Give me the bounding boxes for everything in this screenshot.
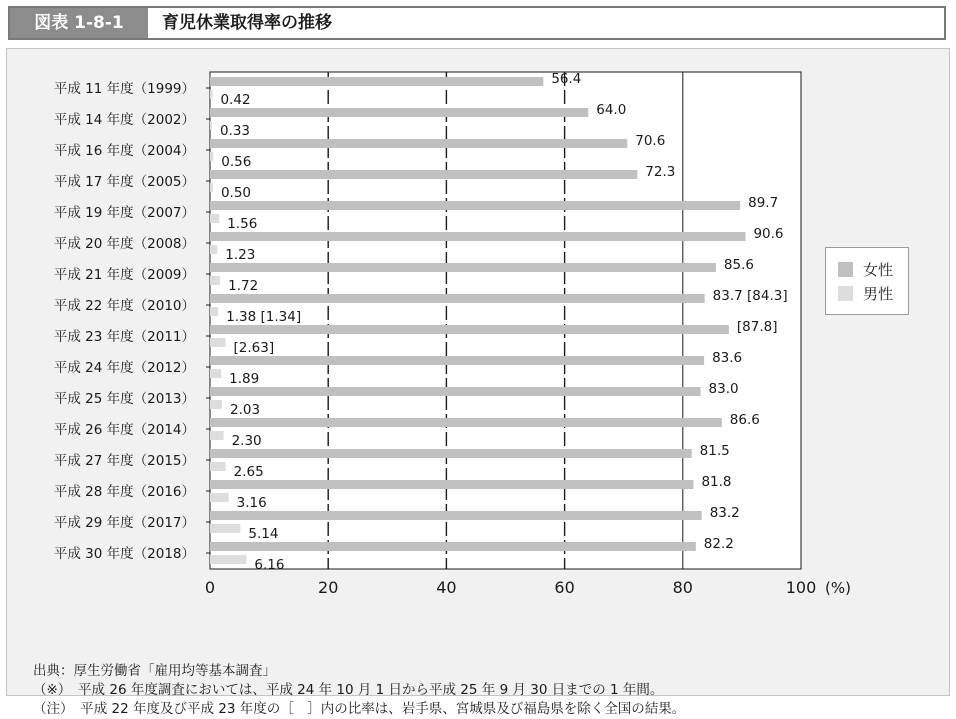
male-value-label: 1.23 xyxy=(225,247,256,263)
male-value-label: 0.33 xyxy=(219,123,251,139)
female-value-label: 56.4 xyxy=(551,71,582,87)
bar-chart xyxy=(7,49,949,609)
female-bar xyxy=(210,480,693,489)
female-bar xyxy=(210,263,716,272)
x-tick-label-20: 20 xyxy=(318,578,339,597)
female-value-label: 64.0 xyxy=(596,102,627,118)
male-value-label: 2.65 xyxy=(233,464,264,480)
male-bar xyxy=(210,90,212,99)
male-bar xyxy=(210,524,240,533)
category-label: 平成 19 年度（2007） xyxy=(53,205,195,221)
category-label: 平成 28 年度（2016） xyxy=(53,484,195,500)
source-note: 出典：厚生労働省「雇用均等基本調査」 xyxy=(33,663,276,679)
category-label: 平成 30 年度（2018） xyxy=(53,546,195,562)
male-value-label: 5.14 xyxy=(248,526,279,542)
female-value-label: 70.6 xyxy=(635,133,666,149)
category-label: 平成 16 年度（2004） xyxy=(53,143,195,159)
category-label: 平成 14 年度（2002） xyxy=(53,112,195,128)
category-label: 平成 24 年度（2012） xyxy=(53,360,195,376)
male-value-label: 0.50 xyxy=(220,185,252,201)
legend-swatch-male xyxy=(838,286,853,301)
male-value-label: 0.56 xyxy=(221,154,252,170)
x-unit-label: (%) xyxy=(825,579,851,597)
female-bar xyxy=(210,356,704,365)
male-value-label: 1.72 xyxy=(228,278,259,294)
male-value-label: [2.63] xyxy=(233,340,275,356)
category-label: 平成 25 年度（2013） xyxy=(53,391,195,407)
male-bar xyxy=(210,307,218,316)
female-bar xyxy=(210,325,729,334)
male-bar xyxy=(210,214,219,223)
legend-item-male xyxy=(838,284,893,304)
female-bar xyxy=(210,449,692,458)
female-value-label: 83.7 [84.3] xyxy=(712,288,788,304)
female-value-label: 81.8 xyxy=(701,474,732,490)
male-value-label: 0.42 xyxy=(220,92,251,108)
female-value-label: 83.6 xyxy=(712,350,743,366)
male-bar xyxy=(210,462,226,471)
female-bar xyxy=(210,387,701,396)
male-bar xyxy=(210,555,246,564)
legend-label-female: 女性 xyxy=(863,261,894,279)
legend-item-female xyxy=(838,260,893,280)
category-label: 平成 26 年度（2014） xyxy=(53,422,195,438)
male-bar xyxy=(210,245,217,254)
male-bar xyxy=(210,400,222,409)
female-bar xyxy=(210,170,637,179)
footnote-excluded-prefectures: （注） 平成 22 年度及び平成 23 年度の［ ］内の比率は、岩手県、宮城県及び福島県を除く全国の結果。 xyxy=(33,701,686,717)
female-value-label: 90.6 xyxy=(753,226,784,242)
male-value-label: 2.03 xyxy=(229,402,261,418)
female-bar xyxy=(210,294,705,303)
male-bar xyxy=(210,183,213,192)
male-bar xyxy=(210,493,229,502)
category-label: 平成 20 年度（2008） xyxy=(53,236,195,252)
male-value-label: 1.38 [1.34] xyxy=(226,309,302,325)
male-value-label: 1.89 xyxy=(229,371,260,387)
x-tick-label-80: 80 xyxy=(672,578,693,597)
legend xyxy=(825,247,909,315)
male-value-label: 6.16 xyxy=(254,557,285,573)
notes xyxy=(33,662,685,719)
female-value-label: 86.6 xyxy=(729,412,760,428)
female-bar xyxy=(210,542,696,551)
female-bar xyxy=(210,511,702,520)
female-bar xyxy=(210,139,627,148)
female-value-label: 85.6 xyxy=(723,257,754,273)
female-value-label: 82.2 xyxy=(703,536,734,552)
figure-title: 育児休業取得率の推移 xyxy=(162,13,332,33)
footnote-survey-period: （※） 平成 26 年度調査においては、平成 24 年 10 月 1 日から平成 25 年 9 月 30 日までの 1 年間。 xyxy=(33,682,664,698)
chart-panel xyxy=(6,48,950,717)
female-value-label: 83.2 xyxy=(709,505,740,521)
male-bar xyxy=(210,431,224,440)
female-value-label: 72.3 xyxy=(645,164,676,180)
x-tick-label-60: 60 xyxy=(554,578,575,597)
male-value-label: 2.30 xyxy=(231,433,262,449)
male-bar xyxy=(210,338,226,347)
male-bar xyxy=(210,276,220,285)
figure-title-bar xyxy=(8,6,946,40)
legend-label-male: 男性 xyxy=(863,285,894,303)
x-tick-label-40: 40 xyxy=(436,578,457,597)
male-bar xyxy=(210,152,213,161)
female-value-label: [87.8] xyxy=(736,319,778,335)
x-tick-label-0: 0 xyxy=(204,578,216,597)
female-value-label: 89.7 xyxy=(748,195,779,211)
category-label: 平成 29 年度（2017） xyxy=(53,515,195,531)
category-label: 平成 17 年度（2005） xyxy=(53,174,195,190)
category-label: 平成 21 年度（2009） xyxy=(53,267,195,283)
category-label: 平成 27 年度（2015） xyxy=(53,453,195,469)
female-value-label: 83.0 xyxy=(708,381,739,397)
female-bar xyxy=(210,108,588,117)
female-bar xyxy=(210,201,740,210)
legend-swatch-female xyxy=(838,262,853,277)
male-value-label: 1.56 xyxy=(227,216,258,232)
female-bar xyxy=(210,77,543,86)
female-bar xyxy=(210,232,745,241)
female-value-label: 81.5 xyxy=(699,443,730,459)
male-bar xyxy=(210,369,221,378)
category-label: 平成 22 年度（2010） xyxy=(53,298,195,314)
female-bar xyxy=(210,418,722,427)
x-tick-label-100: 100 xyxy=(785,578,817,597)
male-bar xyxy=(210,121,212,130)
category-label: 平成 11 年度（1999） xyxy=(53,81,195,97)
male-value-label: 3.16 xyxy=(236,495,267,511)
category-label: 平成 23 年度（2011） xyxy=(53,329,195,345)
figure-number-badge: 図表 1-8-1 xyxy=(10,8,148,38)
